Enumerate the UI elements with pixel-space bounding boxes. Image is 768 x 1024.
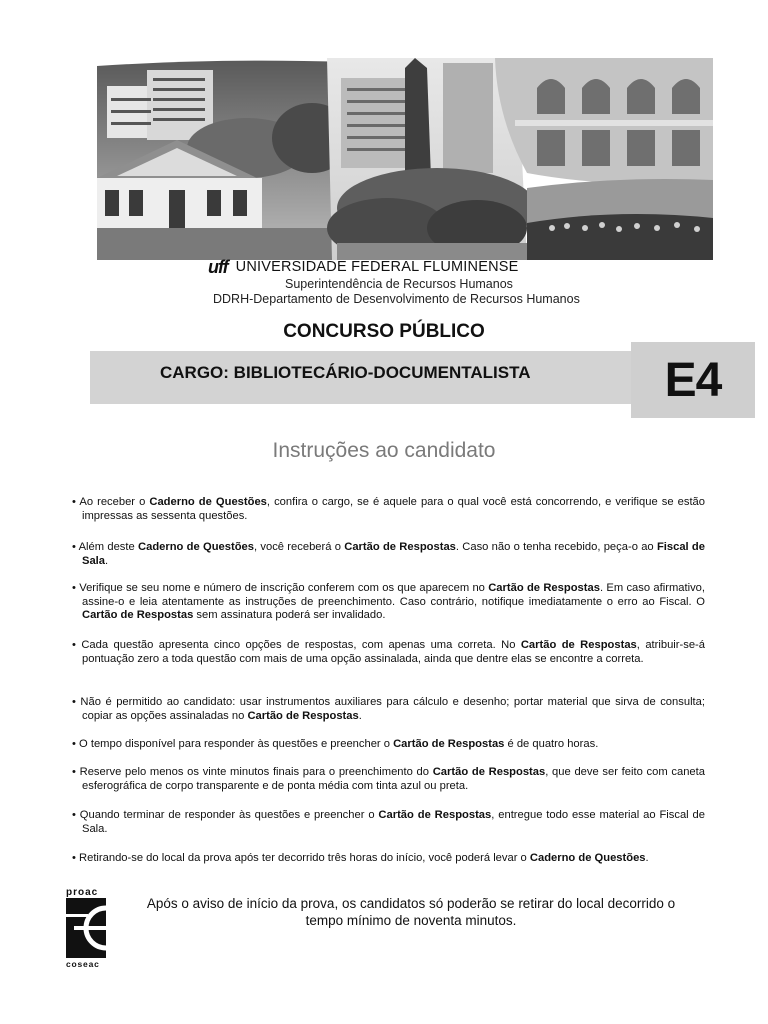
exam-code-box bbox=[631, 342, 755, 418]
cargo-label: CARGO: BIBLIOTECÁRIO-DOCUMENTALISTA bbox=[160, 363, 531, 382]
instructions-title: Instruções ao candidato bbox=[272, 439, 496, 462]
department-line: DDRH-Departamento de Desenvolvimento de Recursos Humanos bbox=[213, 292, 580, 306]
instruction-item: • Ao receber o Caderno de Questões, confira o cargo, se é aquele para o qual você está concorrendo, e verifique se estão impressas as sessenta questões. bbox=[72, 496, 705, 522]
instruction-item: • Além deste Caderno de Questões, você receberá o Cartão de Respostas. Caso não o tenha recebido, peça-o ao Fiscal de Sala. bbox=[72, 541, 705, 567]
exam-code: E4 bbox=[664, 353, 722, 407]
university-name: UNIVERSIDADE FEDERAL FLUMINENSE bbox=[235, 259, 519, 275]
campus-photo-banner bbox=[97, 58, 713, 260]
footer-note: Após o aviso de início da prova, os candidatos só poderão se retirar do local decorrido o tempo mínimo de noventa minutos. bbox=[146, 896, 676, 928]
superintendencia-line: Superintendência de Recursos Humanos bbox=[285, 277, 513, 291]
instruction-item: • Quando terminar de responder às questões e preencher o Cartão de Respostas, entregue todo esse material ao Fiscal de Sala. bbox=[72, 809, 705, 835]
coseac-text: coseac bbox=[66, 959, 100, 968]
proac-coseac-logo bbox=[62, 886, 116, 968]
instruction-item: • Reserve pelo menos os vinte minutos finais para o preenchimento do Cartão de Respostas, que deve ser feito com caneta esferográfica de corpo transparente e de ponta média com tinta azul ou preta. bbox=[72, 766, 705, 792]
uff-logo: uff bbox=[208, 257, 228, 277]
instruction-item: • Não é permitido ao candidato: usar instrumentos auxiliares para cálculo e desenho; portar material que sirva de consulta; copiar as opções assinaladas no Cartão de Respostas. bbox=[72, 696, 705, 722]
university-line bbox=[208, 258, 519, 276]
proac-text: proac bbox=[66, 887, 99, 898]
instruction-item: • Retirando-se do local da prova após ter decorrido três horas do início, você poderá levar o Caderno de Questões. bbox=[72, 852, 649, 864]
instruction-item: • Verifique se seu nome e número de inscrição conferem com os que aparecem no Cartão de Respostas. Em caso afirmativo, assine-o e leia atentamente as instruções de preenchimento. Caso contrário, notifique imediatamente o erro ao Fiscal. O Cartão de Respostas sem assinatura poderá ser invalidado. bbox=[72, 582, 706, 621]
proac-coseac-logo-mark bbox=[62, 886, 116, 968]
instruction-item: • O tempo disponível para responder às questões e preencher o Cartão de Respostas é de quatro horas. bbox=[72, 738, 599, 750]
campus-photo-collage bbox=[97, 58, 713, 260]
exam-title: CONCURSO PÚBLICO bbox=[283, 321, 485, 342]
instruction-item: • Cada questão apresenta cinco opções de respostas, com apenas uma correta. No Cartão de Respostas, atribuir-se-á pontuação zero a toda questão com mais de uma opção assinalada, ainda que dentre elas se encontre a correta. bbox=[72, 639, 705, 665]
